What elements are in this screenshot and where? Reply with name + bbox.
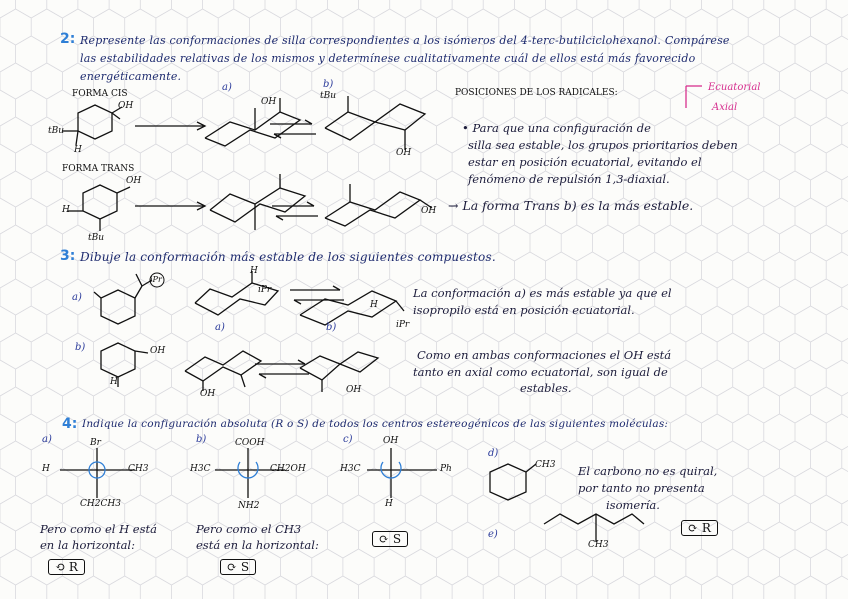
q4-b-answer-box: ⟳ S	[220, 559, 256, 575]
q4-d-note-2: por tanto no presenta	[578, 481, 705, 495]
trans-oh-label: OH	[126, 176, 142, 186]
q4-a-answer-box: ⟲ R	[48, 559, 85, 575]
cis-a-label: a)	[222, 82, 232, 93]
q3-a-chair-1-ipr: iPr	[258, 285, 272, 295]
q4-b-answer: S	[240, 560, 250, 574]
explanation-line-2: silla sea estable, los grupos prioritarios deben	[468, 138, 738, 152]
q3-a-chair-1-h: H	[250, 266, 258, 276]
q4-a-ch3: CH3	[128, 464, 149, 474]
trans-equilibrium-arrows	[272, 200, 322, 224]
trans-h-label: H	[62, 205, 70, 215]
q2-line-2: las estabilidades relativas de los mismos y determínese cualitativamente cuál de ellos está más favorecido	[80, 52, 696, 65]
q4-c-h3c: H3C	[340, 464, 361, 474]
radical-position-sketch	[676, 82, 706, 112]
q3-a-chair-2-h: H	[370, 300, 378, 310]
trans-arrow	[135, 200, 215, 212]
q3-a-ipr-circle: iPr	[150, 275, 162, 284]
q4-a-ch2ch3: CH2CH3	[80, 499, 121, 509]
q3-a-chair-2-ipr: iPr	[396, 320, 410, 330]
q3-a-chair-2	[300, 285, 410, 335]
q4-a-note-2: en la horizontal:	[40, 538, 135, 552]
q4-c-fischer	[345, 440, 455, 510]
cis-h-label: H	[74, 145, 82, 155]
posiciones-heading: POSICIONES DE LOS RADICALES:	[455, 88, 618, 98]
q4-e-ch3: CH3	[588, 540, 609, 550]
q4-b-nh2: NH2	[238, 501, 260, 511]
q3-a-chair-1	[190, 275, 280, 325]
q3-b-chair-2	[300, 348, 380, 398]
cis-equilibrium-arrows	[270, 118, 320, 142]
explanation-line-1: • Para que una configuración de	[462, 121, 651, 135]
chair-b-tbu: tBu	[320, 91, 337, 101]
cis-tbu-label: tBu	[48, 126, 65, 136]
q3-answer-b-line-3: estables.	[520, 381, 572, 395]
q3-a-label: a)	[72, 292, 82, 303]
trans-tbu-label: tBu	[88, 233, 105, 243]
cis-oh-label: OH	[118, 101, 134, 111]
q4-b-note-2: está en la horizontal:	[196, 538, 319, 552]
q4-a-h: H	[42, 464, 50, 474]
q3-answer-a-line-1: La conformación a) es más estable ya que el	[413, 286, 672, 300]
q4-a-label: a)	[42, 434, 52, 445]
q3-a-chair-2-label: b)	[326, 322, 337, 333]
chair-b-oh: OH	[396, 148, 412, 158]
q4-number: 4:	[62, 416, 78, 432]
q4-a-answer: R	[68, 560, 78, 574]
q4-c-h: H	[385, 499, 393, 509]
q4-title: Indique la configuración absoluta (R o S) de todos los centros estereogénicos de las siguientes moléculas:	[82, 418, 669, 430]
q4-c-ph: Ph	[440, 464, 452, 474]
chair-a-oh: OH	[261, 97, 277, 107]
q2-line-1: Represente las conformaciones de silla correspondientes a los isómeros del 4-terc-butilciclohexanol. Compárese	[80, 34, 730, 47]
axial-label: Axial	[712, 102, 738, 113]
trans-chair-b	[320, 180, 430, 235]
q4-c-answer: S	[392, 532, 402, 546]
q3-answer-b-line-2: tanto en axial como ecuatorial, son igual de	[413, 365, 668, 379]
q4-a-note-1: Pero como el H está	[40, 522, 157, 536]
q3-number: 3:	[60, 248, 76, 264]
q4-b-cooh: COOH	[235, 438, 265, 448]
q3-answer-b-line-1: Como en ambas conformaciones el OH está	[417, 348, 672, 362]
cis-b-label: b)	[323, 79, 334, 90]
q3-b-molecule	[90, 335, 170, 395]
q4-e-label: e)	[488, 529, 498, 540]
q4-c-oh: OH	[383, 436, 399, 446]
q4-b-h3c: H3C	[190, 464, 211, 474]
q3-title: Dibuje la conformación más estable de los siguientes compuestos.	[80, 250, 496, 264]
forma-cis-label: FORMA CIS	[72, 89, 128, 99]
q4-c-label: c)	[343, 434, 353, 445]
conclusion-value: La forma Trans b) es la más estable.	[462, 198, 694, 213]
q4-c-answer-box: ⟳ S	[372, 531, 408, 547]
q4-d-note-1: El carbono no es quiral,	[578, 464, 718, 478]
q4-b-fischer	[200, 440, 310, 510]
explanation-line-4: fenómeno de repulsión 1,3-diaxial.	[468, 172, 670, 186]
q3-b-oh-label: OH	[150, 346, 166, 356]
q4-d-label: d)	[488, 448, 499, 459]
q3-b-h-label: H	[110, 377, 118, 387]
q4-b-label: b)	[196, 434, 207, 445]
forma-trans-label: FORMA TRANS	[62, 164, 135, 174]
trans-chair-b-oh: OH	[421, 206, 437, 216]
conclusion-text: → La forma Trans b) es la más estable.	[448, 198, 694, 213]
q4-d-note-3: isomería.	[606, 498, 660, 512]
ecuatorial-label: Ecuatorial	[708, 82, 761, 93]
q4-e-answer-box: ⟳ R	[681, 520, 718, 536]
q3-a-chair-1-label: a)	[215, 322, 225, 333]
cis-chair-b	[320, 100, 440, 155]
q4-d-ch3: CH3	[535, 460, 556, 470]
q3-b-chair-1	[185, 345, 265, 395]
q4-a-br: Br	[90, 438, 101, 448]
q4-e-answer: R	[701, 521, 711, 535]
explanation-line-3: estar en posición ecuatorial, evitando el	[468, 155, 702, 169]
q3-b-chair-2-oh: OH	[346, 385, 362, 395]
q2-number: 2:	[60, 31, 76, 47]
q2-line-3: energéticamente.	[80, 70, 182, 83]
q4-b-ch2oh: CH2OH	[270, 464, 306, 474]
q4-b-note-1: Pero como el CH3	[196, 522, 302, 536]
q3-b-chair-1-oh: OH	[200, 389, 216, 399]
q3-answer-a-line-2: isopropilo está en posición ecuatorial.	[413, 303, 635, 317]
q3-b-label: b)	[75, 342, 86, 353]
